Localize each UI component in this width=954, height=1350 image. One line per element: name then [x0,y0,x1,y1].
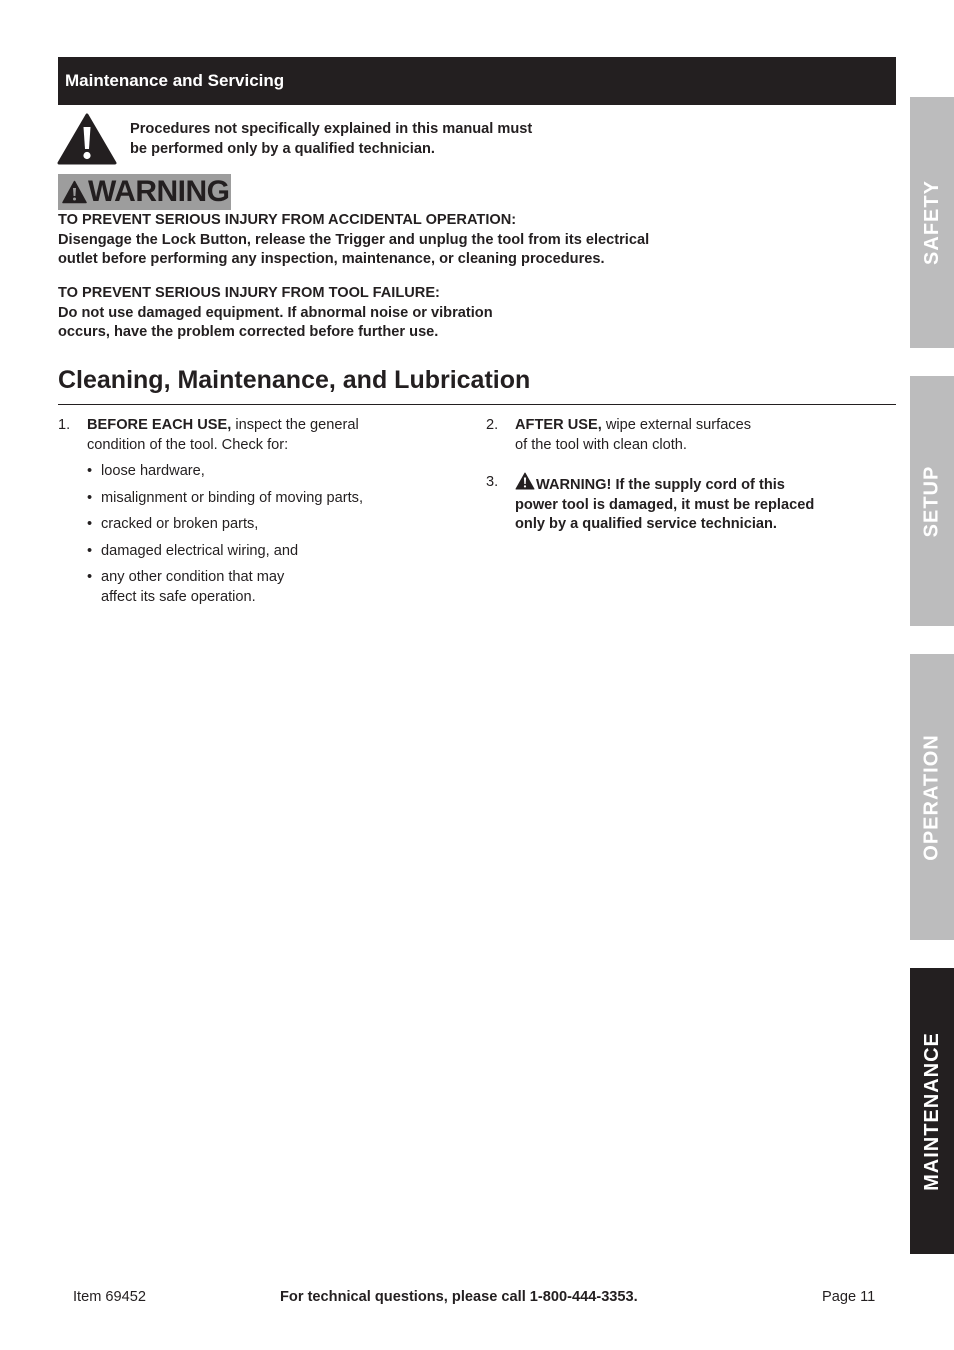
warning-triangle-icon [62,180,87,204]
item-text: power tool is damaged, it must be replaced [515,496,815,513]
caution-line-2: be performed only by a qualified technician. [130,140,435,157]
item-text: condition of the tool. Check for: [87,436,289,453]
warning-line: Do not use damaged equipment. If abnormal noise or vibration [58,304,493,321]
list-item-1 [58,416,458,607]
footer-tech-support: For technical questions, please call 1-800-444-3353. [280,1289,638,1305]
warning-triangle-icon [515,472,535,490]
caution-text [130,120,650,159]
list-item: • loose hardware, [87,463,205,479]
section-title: Maintenance and Servicing [65,71,285,90]
footer-page-number: Page 11 [822,1289,876,1305]
warning-line: Disengage the Lock Button, release the Trigger and unplug the tool from its electrical [58,231,650,248]
item-number: 1. [58,417,71,433]
page-heading: Cleaning, Maintenance, and Lubrication [58,366,531,394]
item-text: wipe external surfaces [601,417,752,433]
warning-label-text: WARNING [88,175,230,208]
list-item-2 [486,416,886,455]
list-item-3 [486,472,886,535]
list-item: • damaged electrical wiring, and [87,542,299,559]
tab-setup[interactable] [910,376,954,626]
tab-operation[interactable] [910,654,954,940]
item-text: inspect the general [231,417,359,433]
tab-label: OPERATION [920,733,943,861]
item-lead: AFTER USE, [515,417,602,433]
item-lead: BEFORE EACH USE, [87,417,232,433]
exclamation-triangle-icon [57,113,117,165]
right-column [486,416,886,535]
tab-safety[interactable] [910,97,954,348]
item-text: WARNING! If the supply cord of this [536,477,785,493]
list-item: • cracked or broken parts, [87,516,259,532]
warning-heading: TO PREVENT SERIOUS INJURY FROM ACCIDENTAL OPERATION: [58,212,517,228]
heading-divider [58,404,896,405]
item-text: only by a qualified service technician. [515,516,777,532]
tab-label: SETUP [920,465,943,537]
section-header-bar [58,57,896,105]
warning-line: occurs, have the problem corrected before further use. [58,324,439,340]
warning-label [58,174,231,210]
warning-line: outlet before performing any inspection, maintenance, or cleaning procedures. [58,251,605,267]
footer-item-number: Item 69452 [73,1289,147,1305]
list-item: • any other condition that may affect its safe operation. [87,569,285,605]
warning-paragraph-tool-failure [58,284,758,343]
warning-paragraph-accidental-operation [58,211,758,270]
tab-label: SAFETY [920,180,943,265]
item-number: 2. [486,417,499,433]
item-text: of the tool with clean cloth. [515,436,687,453]
tab-label: MAINTENANCE [920,1031,943,1191]
left-column [58,416,458,607]
tab-maintenance[interactable] [910,968,954,1254]
caution-line-1: Procedures not specifically explained in this manual must [130,121,533,137]
item-number: 3. [486,474,499,490]
inspection-checklist [87,462,458,607]
list-item: • misalignment or binding of moving parts, [87,489,364,506]
warning-heading: TO PREVENT SERIOUS INJURY FROM TOOL FAILURE: [58,285,440,301]
